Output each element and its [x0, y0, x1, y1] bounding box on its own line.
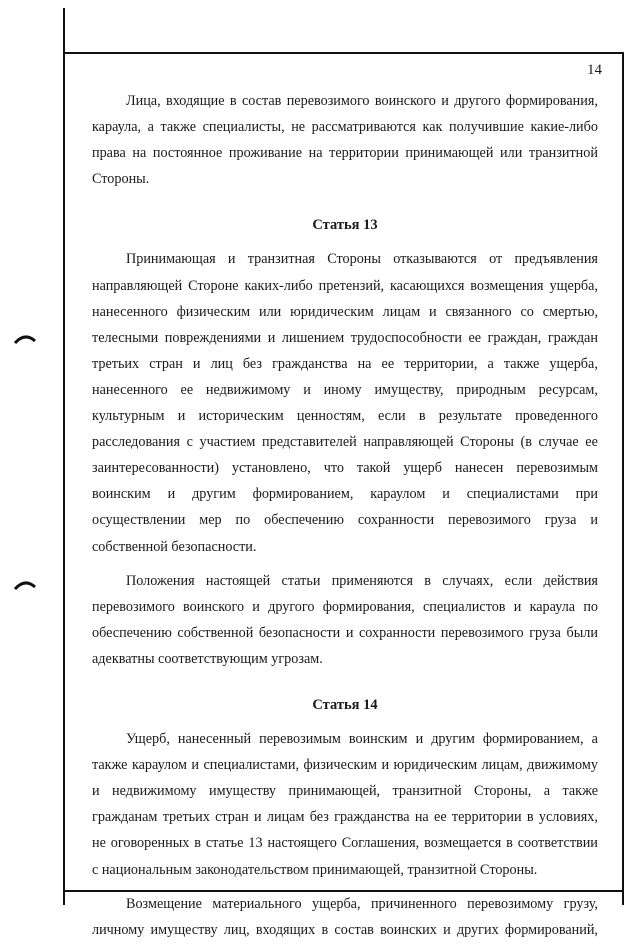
- text-line: третьих стран и лиц без гражданства на ее территории, а также ущерба,: [92, 355, 598, 372]
- text-line: адекватны соответствующим угрозам.: [92, 650, 323, 667]
- text-line: Ущерб, нанесенный перевозимым воинским и другим формированием, а: [126, 731, 598, 748]
- article-heading: Статья 13: [312, 217, 378, 234]
- binding-hole-mark-top: [14, 334, 36, 344]
- text-line: Возмещение материального ущерба, причиненного перевозимому грузу,: [126, 895, 598, 912]
- text-line: нанесенного ее недвижимому и иному имуществу, природным ресурсам,: [92, 381, 598, 398]
- text-line: гражданам третьих стран и лицам без гражданства на ее территории в условиях,: [92, 809, 598, 826]
- text-line: культурным и историческим ценностям, если в результате проведенного: [92, 408, 598, 425]
- text-line: собственной безопасности.: [92, 538, 257, 555]
- text-line: обеспечению собственной безопасности и сохранности перевозимого груза были: [92, 624, 598, 641]
- text-line: Принимающая и транзитная Стороны отказываются от предъявления: [126, 251, 598, 268]
- article-heading: Статья 14: [312, 696, 378, 713]
- text-line: караула, а также специалисты, не рассматриваются как получившие какие-либо: [92, 119, 598, 136]
- text-line: осуществлении мер по обеспечению сохранности перевозимого груза и: [92, 512, 598, 529]
- text-line: также караулом и специалистами, физическим и юридическим лицам, движимому: [92, 757, 598, 774]
- text-line: направляющей Стороне каких-либо претензий, касающихся возмещения ущерба,: [92, 277, 598, 294]
- text-line: расследования с участием представителей направляющей Стороны (в случае ее: [92, 434, 598, 451]
- scan-right-border: [622, 52, 624, 905]
- scan-top-border: [63, 52, 623, 54]
- text-line: личному имуществу лиц, входящих в состав воинских и других формирований,: [92, 921, 598, 938]
- document-body: [92, 88, 598, 951]
- paragraph: [92, 726, 598, 883]
- paragraph: [92, 246, 598, 559]
- text-line: телесными повреждениями и лишением трудоспособности ее граждан, граждан: [92, 329, 598, 346]
- text-line: Положения настоящей статьи применяются в случаях, если действия: [126, 572, 598, 589]
- scan-left-border: [63, 8, 65, 905]
- text-line: заинтересованности) установлено, что такой ущерб нанесен перевозимым: [92, 460, 598, 477]
- text-line: права на постоянное проживание на территории принимающей или транзитной: [92, 145, 598, 162]
- text-line: и недвижимому имуществу принимающей, транзитной Стороны, а также: [92, 783, 598, 800]
- text-line: Лица, входящие в состав перевозимого воинского и другого формирования,: [126, 93, 598, 109]
- paragraph: [92, 88, 598, 192]
- text-line: нанесенного физическим или юридическим лицам и связанного со смертью,: [92, 303, 598, 320]
- text-line: не оговоренных в статье 13 настоящего Соглашения, возмещается в соответствии: [92, 835, 598, 852]
- page-number: 14: [587, 62, 602, 78]
- text-line: перевозимого воинского и другого формирования, специалистов и караула по: [92, 598, 598, 615]
- paragraph: [92, 568, 598, 672]
- text-line: с национальным законодательством принимающей, транзитной Стороны.: [92, 861, 538, 878]
- paragraph: [92, 891, 598, 943]
- text-line: воинским и другим формированием, караулом и специалистами при: [92, 486, 598, 503]
- binding-hole-mark-bottom: [14, 580, 36, 590]
- text-line: Стороны.: [92, 171, 150, 188]
